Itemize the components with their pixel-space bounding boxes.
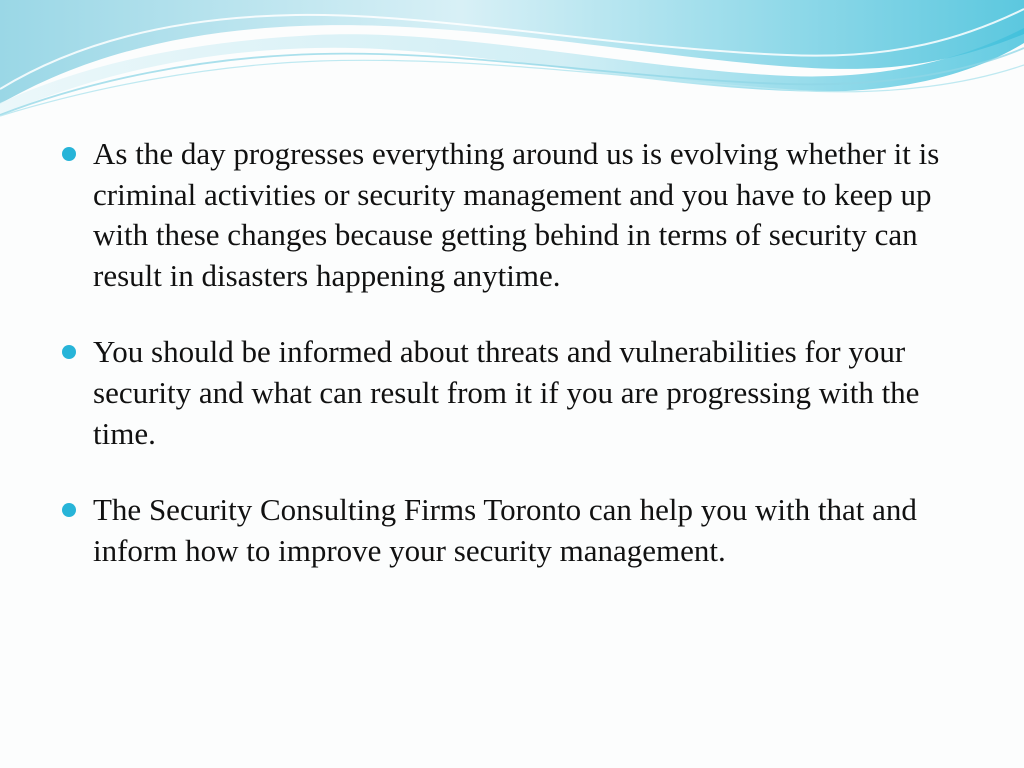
decorative-wave-header [0, 0, 1024, 120]
bullet-dot-icon [62, 503, 76, 517]
bullet-item [62, 332, 942, 454]
bullet-item [62, 134, 942, 296]
bullet-text: As the day progresses everything around us is evolving whether it is criminal activities or security management and you have to keep up with these changes because getting behind in terms of security can result in disasters happening anytime. [93, 136, 940, 293]
bullet-dot-icon [62, 147, 76, 161]
bullet-text: You should be informed about threats and vulnerabilities for your security and what can result from it if you are progressing with the time. [93, 334, 920, 451]
slide-body [62, 134, 942, 571]
bullet-item [62, 490, 942, 571]
bullet-dot-icon [62, 345, 76, 359]
bullet-text: The Security Consulting Firms Toronto can help you with that and inform how to improve your security management. [93, 492, 917, 568]
